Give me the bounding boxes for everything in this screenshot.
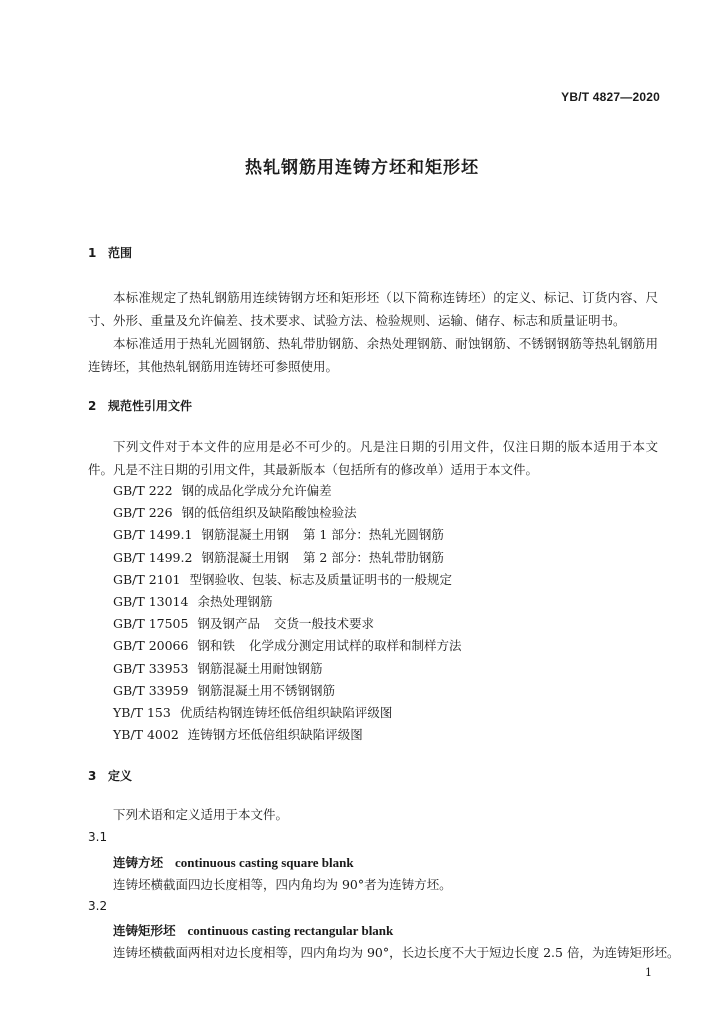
section-title: 范围 bbox=[108, 246, 133, 260]
term-definition: 连铸坯横截面两相对边长度相等，四内角均为 90°，长边长度不大于短边长度 2.5 倍，为连铸矩形坯。 bbox=[113, 945, 680, 960]
reference-part: 第 1 部分：热轧光圆钢筋 bbox=[302, 527, 444, 543]
reference-part: 化学成分测定用试样的取样和制样方法 bbox=[248, 638, 462, 654]
reference-item bbox=[113, 702, 462, 724]
clause-number: 3.1 bbox=[88, 830, 108, 844]
scope-paragraph-2: 本标准适用于热轧光圆钢筋、热轧带肋钢筋、余热处理钢筋、耐蚀钢筋、不锈钢钢筋等热轧钢筋用连铸坯，其他热轧钢筋用连铸坯可参照使用。 bbox=[88, 336, 658, 374]
reference-code: GB/T 17505 bbox=[113, 616, 189, 632]
reference-code: GB/T 20066 bbox=[113, 638, 189, 654]
document-code: YB/T 4827—2020 bbox=[561, 90, 660, 104]
section-title: 规范性引用文件 bbox=[108, 399, 193, 413]
term-english: continuous casting rectangular blank bbox=[187, 923, 394, 938]
reference-title: 钢筋混凝土用钢 bbox=[201, 549, 289, 565]
term-definition: 连铸坯横截面四边长度相等，四内角均为 90°者为连铸方坯。 bbox=[113, 877, 452, 892]
definitions-intro-paragraph: 下列术语和定义适用于本文件。 bbox=[113, 807, 289, 822]
reference-code: GB/T 33953 bbox=[113, 660, 189, 676]
reference-item bbox=[113, 613, 462, 635]
reference-code: GB/T 1499.1 bbox=[113, 527, 193, 543]
reference-item bbox=[113, 480, 462, 502]
reference-title: 连铸钢方坯低倍组织缺陷评级图 bbox=[187, 727, 363, 743]
reference-title: 钢筋混凝土用不锈钢钢筋 bbox=[197, 682, 335, 698]
page-number: 1 bbox=[645, 966, 652, 979]
reference-title: 优质结构钢连铸坯低倍组织缺陷评级图 bbox=[179, 704, 393, 720]
reference-part: 交货一般技术要求 bbox=[273, 616, 374, 632]
document-title: 热轧钢筋用连铸方坯和矩形坯 bbox=[245, 158, 479, 178]
clause-number: 3.2 bbox=[88, 899, 108, 913]
section-1-heading bbox=[88, 244, 132, 261]
section-3-heading bbox=[88, 767, 132, 784]
reference-part: 第 2 部分：热轧带肋钢筋 bbox=[302, 549, 444, 565]
section-number: 2 bbox=[88, 399, 97, 413]
reference-code: GB/T 2101 bbox=[113, 571, 181, 587]
section-number: 1 bbox=[88, 246, 97, 260]
reference-code: YB/T 153 bbox=[113, 704, 171, 720]
reference-item bbox=[113, 680, 462, 702]
reference-code: GB/T 13014 bbox=[113, 593, 189, 609]
term-heading bbox=[113, 853, 354, 871]
term-chinese: 连铸矩形坯 bbox=[113, 923, 176, 938]
reference-title: 钢及钢产品 bbox=[197, 616, 260, 632]
reference-title: 钢筋混凝土用钢 bbox=[201, 527, 289, 543]
reference-item bbox=[113, 547, 462, 569]
refs-intro-paragraph: 下列文件对于本文件的应用是必不可少的。凡是注日期的引用文件，仅注日期的版本适用于本文件。凡是不注日期的引用文件，其最新版本（包括所有的修改单）适用于本文件。 bbox=[88, 439, 658, 477]
term-heading bbox=[113, 921, 393, 939]
reference-code: GB/T 1499.2 bbox=[113, 549, 193, 565]
reference-item bbox=[113, 724, 462, 746]
reference-code: GB/T 33959 bbox=[113, 682, 189, 698]
reference-item bbox=[113, 591, 462, 613]
reference-title: 钢的成品化学成分允许偏差 bbox=[181, 483, 332, 498]
reference-item bbox=[113, 524, 462, 546]
section-title: 定义 bbox=[108, 769, 133, 783]
reference-title: 余热处理钢筋 bbox=[197, 593, 273, 609]
section-number: 3 bbox=[88, 769, 97, 783]
reference-item bbox=[113, 569, 462, 591]
reference-item bbox=[113, 502, 462, 524]
section-2-heading bbox=[88, 397, 192, 414]
reference-code: GB/T 222 bbox=[113, 483, 173, 498]
term-english: continuous casting square blank bbox=[175, 855, 354, 870]
term-chinese: 连铸方坯 bbox=[113, 855, 164, 870]
reference-title: 钢和铁 bbox=[197, 638, 235, 654]
reference-item bbox=[113, 658, 462, 680]
scope-paragraph-1: 本标准规定了热轧钢筋用连续铸钢方坯和矩形坯（以下简称连铸坯）的定义、标记、订货内容、尺寸、外形、重量及允许偏差、技术要求、试验方法、检验规则、运输、储存、标志和质量证明书。 bbox=[88, 290, 658, 328]
reference-code: YB/T 4002 bbox=[113, 727, 179, 743]
reference-list bbox=[113, 480, 462, 746]
reference-item bbox=[113, 635, 462, 657]
reference-title: 钢筋混凝土用耐蚀钢筋 bbox=[197, 660, 323, 676]
reference-title: 钢的低倍组织及缺陷酸蚀检验法 bbox=[181, 505, 357, 521]
reference-code: GB/T 226 bbox=[113, 505, 173, 521]
reference-title: 型钢验收、包装、标志及质量证明书的一般规定 bbox=[189, 571, 453, 587]
